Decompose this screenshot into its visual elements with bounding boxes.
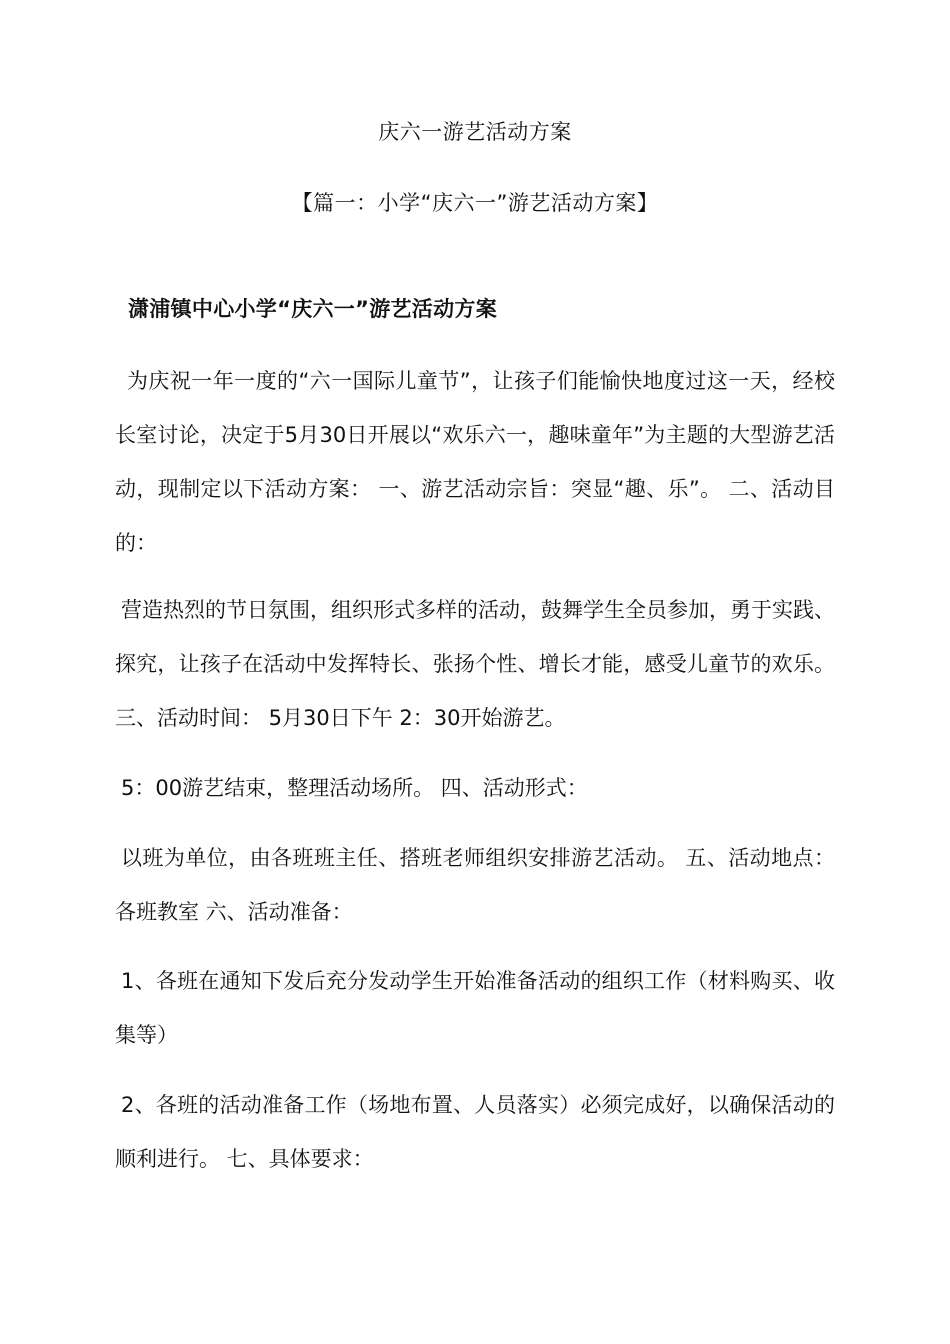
paragraph-prep-2: 2、各班的活动准备工作（场地布置、人员落实）必须完成好，以确保活动的顺利进行。 七、具体要求：	[115, 1093, 835, 1171]
document-title: 庆六一游艺活动方案	[378, 120, 572, 144]
section-heading: 潇浦镇中心小学“庆六一”游艺活动方案	[128, 297, 498, 321]
paragraph-prep-1: 1、各班在通知下发后充分发动学生开始准备活动的组织工作（材料购买、收集等）	[115, 969, 835, 1047]
paragraph-purpose: 营造热烈的节日氛围，组织形式多样的活动，鼓舞学生全员参加，勇于实践、探究，让孩子在活动中发挥特长、张扬个性、增长才能，感受儿童节的欢乐。 三、活动时间： 5月30日下午 2：30开始游艺。	[115, 598, 835, 730]
paragraph-form-location: 以班为单位，由各班班主任、搭班老师组织安排游艺活动。 五、活动地点： 各班教室 六、活动准备：	[115, 846, 835, 924]
document-subtitle: 【篇一：小学“庆六一”游艺活动方案】	[291, 191, 659, 215]
paragraph-intro: 为庆祝一年一度的“六一国际儿童节”，让孩子们能愉快地度过这一天，经校长室讨论，决定于5月30日开展以“欢乐六一，趣味童年”为主题的大型游艺活动，现制定以下活动方案： 一、游艺活动宗旨：突显“趣、乐”。 二、活动目的：	[115, 369, 835, 555]
paragraph-end-time: 5：00游艺结束，整理活动场所。 四、活动形式：	[121, 776, 588, 800]
